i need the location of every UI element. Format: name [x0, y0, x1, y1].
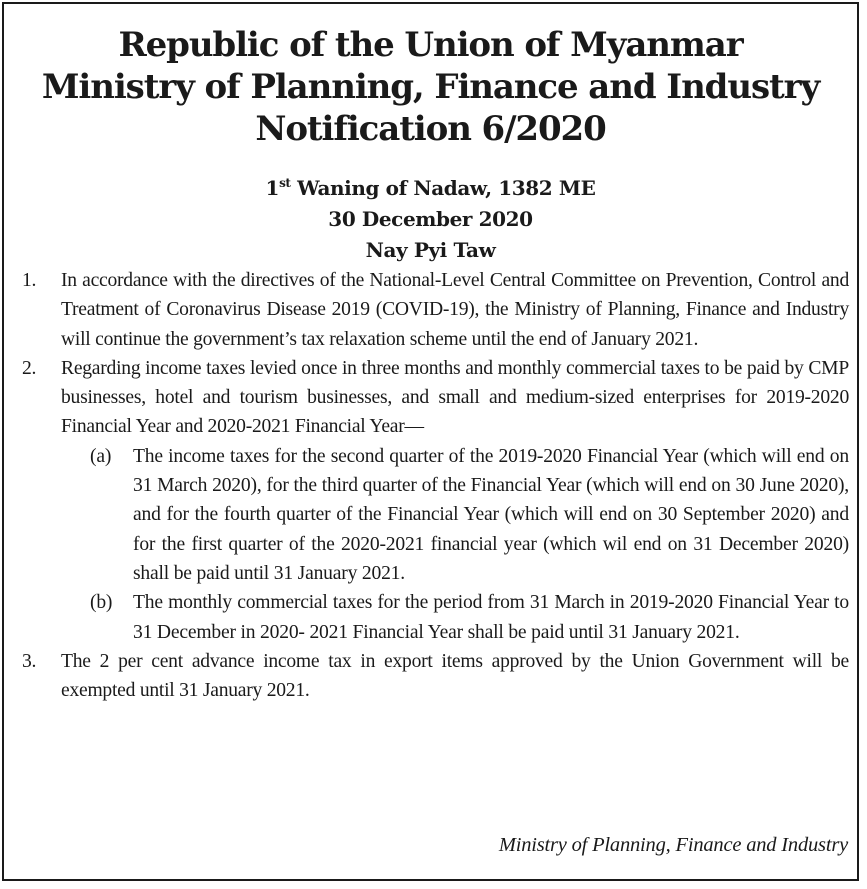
place: Nay Pyi Taw	[365, 238, 496, 262]
paragraph-2	[4, 354, 857, 442]
paragraph-text: Regarding income taxes levied once in three months and monthly commercial taxes to be paid by CMP businesses, hotel and tourism businesses, and small and medium-sized enterprises for 2019-2020 Financial Year and 2020-2021 Financial Year—	[61, 357, 849, 438]
notification-box	[2, 2, 859, 881]
date-rest: Waning of Nadaw, 1382 ME	[290, 176, 596, 200]
subparagraph-text: The income taxes for the second quarter of the 2019-2020 Financial Year (which will end on 31 March 2020), for the third quarter of the Financial Year (which will end on 30 June 2020), and for the fourth quarter of the Financial Year (which will end on 30 September 2020) and for the first quarter of the 2020-2021 financial year (which wil end on 31 December 2020) shall be paid until 31 January 2021.	[133, 445, 849, 584]
signature: Ministry of Planning, Finance and Industry	[498, 834, 848, 856]
title-ministry: Ministry of Planning, Finance and Industry	[41, 67, 820, 107]
date-ordinal: 1	[265, 176, 280, 200]
paragraph-number: 1.	[22, 270, 37, 291]
title-notification-number: Notification 6/2020	[255, 109, 606, 149]
paragraph-1	[4, 266, 857, 354]
title-block	[4, 24, 857, 150]
paragraph-3	[4, 647, 857, 706]
date-place-block	[4, 173, 857, 266]
paragraph-text: In accordance with the directives of the National-Level Central Committee on Prevention, Control and Treatment of Coronavirus Disease 2019 (COVID-19), the Ministry of Planning, Finance and Industry will continue the government’s tax relaxation scheme until the end of January 2021.	[61, 270, 849, 350]
subparagraph-label: (b)	[90, 592, 113, 614]
paragraph-text: The 2 per cent advance income tax in export items approved by the Union Government will be exempted until 31 January 2021.	[61, 650, 849, 702]
paragraph-number: 2.	[22, 357, 37, 379]
paragraph-number: 3.	[22, 650, 37, 672]
notification-body	[4, 266, 857, 705]
subparagraph-a	[4, 442, 857, 588]
myanmar-date	[4, 173, 857, 204]
date-ordinal-suffix: st	[279, 176, 291, 190]
subparagraph-text: The monthly commercial taxes for the period from 31 March in 2019-2020 Financial Year to 31 December in 2020- 2021 Financial Year shall be paid until 31 January 2021.	[133, 592, 849, 643]
subparagraph-b	[4, 588, 857, 647]
title-country: Republic of the Union of Myanmar	[118, 25, 743, 65]
gregorian-date: 30 December 2020	[328, 207, 533, 231]
subparagraph-label: (a)	[90, 445, 112, 467]
